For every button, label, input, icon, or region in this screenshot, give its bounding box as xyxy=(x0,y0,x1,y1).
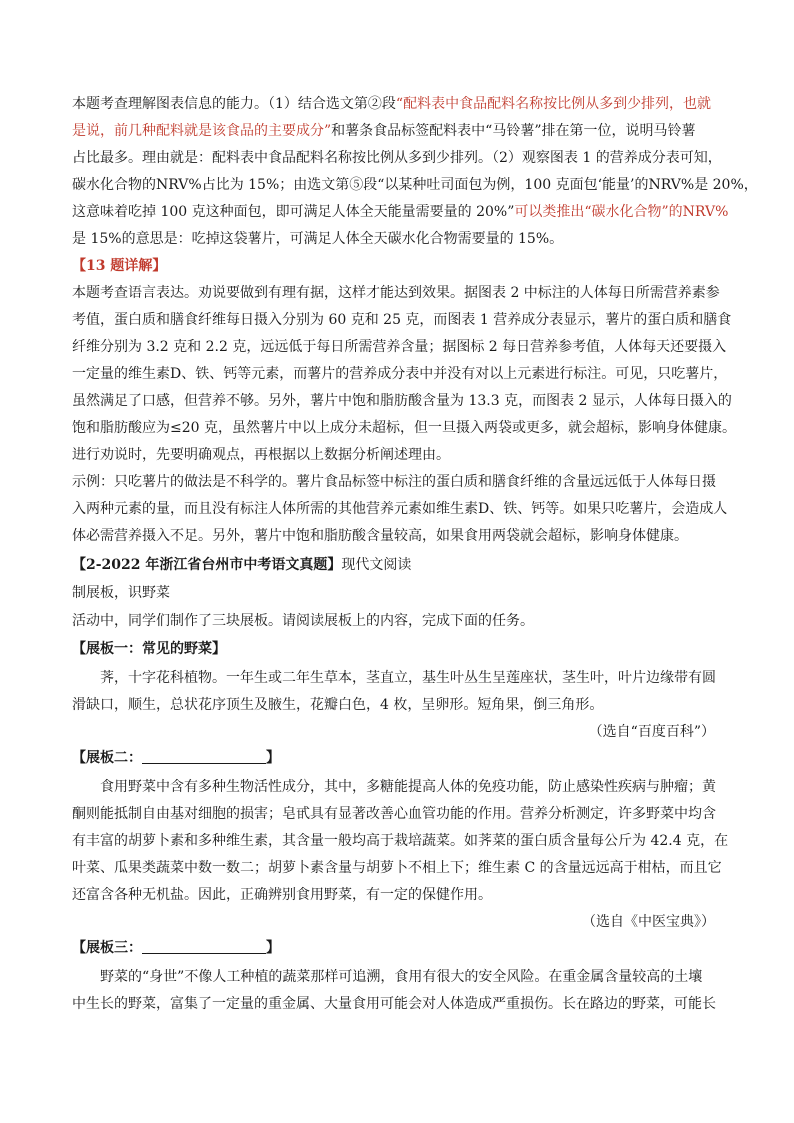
activity-subtitle: 制展板，识野菜 xyxy=(72,585,170,601)
analysis-13-line-2: 考值，蛋白质和膳食纤维每日摄入分别为 60 克和 25 克，而图表 1 营养成分表显示，薯片的蛋白质和膳食 xyxy=(72,312,732,328)
analysis-13-line-10: 体必需营养摄入不足。另外，薯片中饱和脂肪酸含量较高，如果食用两袋就会超标，影响身体健康。 xyxy=(72,528,688,544)
board-1-heading: 【展板一：常见的野菜】 xyxy=(72,641,226,657)
analysis-12-line-4: 碳水化合物的NRV%占比为 15%；由选文第⑤段“以某种吐司面包为例，100 克面包‘能量’的NRV%是 20%， xyxy=(72,177,758,193)
analysis-13-line-1: 本题考查语言表达。劝说要做到有理有据，这样才能达到效果。据图表 2 中标注的人体每日所需营养素参 xyxy=(72,285,720,301)
heading-13: 【13 题详解】 xyxy=(72,258,167,274)
analysis-13-line-5: 虽然满足了口感，但营养不够。另外，薯片中饱和脂肪酸含量为 13.3 克，而图表 2 显示，人体每日摄入的 xyxy=(72,393,732,409)
heading-open: 【展板二： xyxy=(72,750,142,766)
board-2-heading xyxy=(72,748,280,768)
answer-blank[interactable] xyxy=(142,939,266,954)
activity-intro: 活动中，同学们制作了三块展板。请阅读展板上的内容，完成下面的任务。 xyxy=(72,613,534,629)
heading-open: 【展板三： xyxy=(72,940,142,956)
analysis-13-line-3: 纤维分别为 3.2 克和 2.2 克，远远低于每日所需营养含量；据图标 2 每日营养参考值，人体每天还要摄入 xyxy=(72,339,727,355)
heading-close: 】 xyxy=(266,940,280,956)
heading-close: 】 xyxy=(266,750,280,766)
analysis-13-line-8: 示例：只吃薯片的做法是不科学的。薯片食品标签中标注的蛋白质和膳食纤维的含量远远低于人体每日摄 xyxy=(72,474,716,490)
analysis-13-line-7: 进行劝说时，先要明确观点，再根据以上数据分析阐述理由。 xyxy=(72,447,450,463)
board-1-source: （选自“百度百科”） xyxy=(588,724,715,740)
board-2-paragraph-line-4: 叶菜、瓜果类蔬菜中数一数二；胡萝卜素含量与胡萝卜不相上下；维生素 C 的含量远远高于柑枯，而且它 xyxy=(72,860,722,876)
question-2-title xyxy=(72,555,411,575)
board-3-paragraph-line-1: 野菜的“身世”不像人工种植的蔬菜那样可追溯，食用有很大的安全风险。在重金属含量较高的土壤 xyxy=(100,969,703,985)
board-3-paragraph-line-2: 中生长的野菜，富集了一定量的重金属、大量食用可能会对人体造成严重损伤。长在路边的野菜，可能长 xyxy=(72,996,716,1012)
question-source: 【2-2022 年浙江省台州市中考语文真题】 xyxy=(72,557,342,573)
text: 本题考查理解图表信息的能力。（1）结合选文第②段 xyxy=(72,96,396,112)
analysis-13-line-6: 饱和脂肪酸应为≤20 克，虽然薯片中以上成分未超标，但一旦摄入两袋或更多，就会超标，影响身体健康。 xyxy=(72,420,736,436)
board-1-paragraph-line-2: 滑缺口，顺生，总状花序顶生及腋生，花瓣白色，4 枚，呈卵形。短角果，倒三角形。 xyxy=(72,697,604,713)
answer-blank[interactable] xyxy=(142,749,266,764)
analysis-13-line-4: 一定量的维生素D、铁、钙等元素，而薯片的营养成分表中并没有对以上元素进行标注。可见，只吃薯片， xyxy=(72,366,728,382)
board-2-paragraph-line-1: 食用野菜中含有多种生物活性成分，其中，多糖能提高人体的免疫功能，防止感染性疾病与肿瘤；黄 xyxy=(100,779,716,795)
analysis-12-line-3: 占比最多。理由就是：配料表中食品配料名称按比例从多到少排列。（2）观察图表 1 的营养成分表可知， xyxy=(72,150,722,166)
text: 和薯条食品标签配料表中“马铃薯”排在第一位，说明马铃薯 xyxy=(331,123,696,139)
board-2-source: （选自《中医宝典》） xyxy=(582,914,715,930)
analysis-12-line-1 xyxy=(72,94,711,114)
highlighted-quote: 可以类推出“碳水化合物”的NRV% xyxy=(514,204,729,220)
highlighted-quote: 是说，前几种配料就是该食品的主要成分” xyxy=(72,123,332,139)
analysis-12-line-6: 是 15%的意思是：吃掉这袋薯片，可满足人体全天碳水化合物需要量的 15%。 xyxy=(72,231,564,247)
question-type: 现代文阅读 xyxy=(341,557,412,573)
board-1-paragraph-line-1: 荠，十字花科植物。一年生或二年生草本，茎直立，基生叶丛生呈莲座状，茎生叶，叶片边缘带有圆 xyxy=(100,670,716,686)
board-3-heading xyxy=(72,938,280,958)
text: 这意味着吃掉 100 克这种面包，即可满足人体全天能量需要量的 20%” xyxy=(72,204,515,220)
analysis-12-line-5 xyxy=(72,202,728,222)
highlighted-quote: “配料表中食品配料名称按比例从多到少排列，也就 xyxy=(395,96,712,112)
board-2-paragraph-line-5: 还富含各种无机盐。因此，正确辨别食用野菜，有一定的保健作用。 xyxy=(72,887,492,903)
board-2-paragraph-line-2: 酮则能抵制自由基对细胞的损害；皂甙具有显著改善心血管功能的作用。营养分析测定，许多野菜中均含 xyxy=(72,806,716,822)
analysis-13-line-9: 入两种元素的量，而且没有标注人体所需的其他营养元素如维生素D、铁、钙等。如果只吃薯片，会造成人 xyxy=(72,501,728,517)
analysis-12-line-2 xyxy=(72,121,695,141)
board-2-paragraph-line-3: 有丰富的胡萝卜素和多种维生素，其含量一般均高于栽培蔬菜。如荠菜的蛋白质含量每公斤为 42.4 克，在 xyxy=(72,833,729,849)
